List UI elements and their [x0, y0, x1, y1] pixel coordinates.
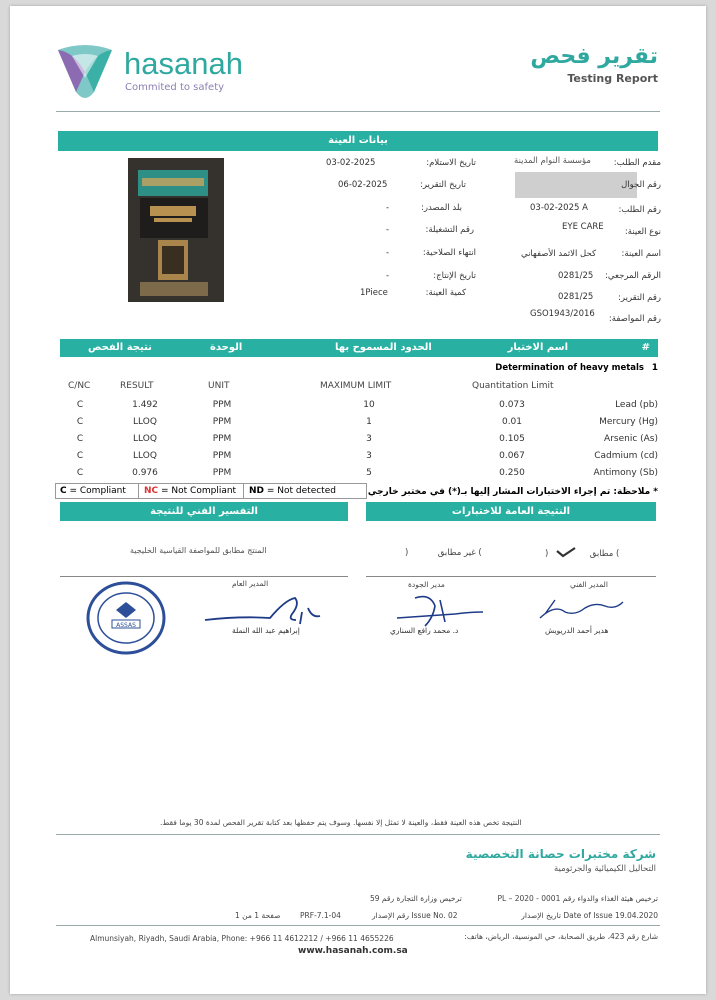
legend-nd-key: ND: [249, 486, 265, 496]
compliant-option: [545, 546, 619, 559]
head-max: MAXIMUM LIMIT: [320, 381, 392, 391]
doc-code: PRF-7.1-04: [300, 911, 341, 920]
cell-cnc: C: [76, 434, 84, 444]
cell-max: 3: [366, 434, 372, 444]
quantity-value: 1Piece: [360, 288, 388, 298]
legend-nd: [249, 484, 336, 498]
results-header-bar: [60, 339, 658, 357]
cell-test-name: Lead (pb): [615, 400, 658, 410]
group-title: Determination of heavy metals: [495, 363, 644, 373]
report-date: 06-02-2025: [338, 180, 388, 190]
address-arabic: شارع رقم 423، طريق الصحابة، حي المونسية، الرياض، هاتف:: [464, 932, 658, 941]
cell-test-name: Antimony (Sb): [593, 468, 658, 478]
cell-result: LLOQ: [133, 417, 157, 427]
footer-divider: [56, 925, 660, 926]
not-compliant-label: غير مطابق (: [437, 548, 482, 558]
report-no-value: 0281/25: [558, 292, 594, 302]
cell-test-name: Arsenic (As): [604, 434, 658, 444]
cell-unit: PPM: [212, 417, 232, 427]
cell-cnc: C: [76, 451, 84, 461]
legend-c: [60, 484, 126, 498]
cell-result: 1.492: [132, 400, 158, 410]
cell-max: 5: [366, 468, 372, 478]
legend-c-text: = Compliant: [69, 486, 126, 496]
gm-name: إبراهيم عبد الله النملة: [232, 626, 300, 635]
cell-unit: PPM: [212, 434, 232, 444]
legend-c-key: C: [60, 486, 67, 496]
technical-name: هدير أحمد الدريويش: [545, 626, 609, 635]
request-label: رقم الطلب:: [618, 205, 661, 215]
interpretation-bar: التفسير الفني للنتيجة: [60, 502, 348, 521]
head-result: RESULT: [120, 381, 154, 391]
production-value: -: [386, 271, 390, 281]
col-limit: الحدود المسموح بها: [335, 342, 432, 353]
cell-quant: 0.01: [501, 417, 523, 427]
license-sfda: ترخيص هيئة الغذاء والدواء رقم PL – 2020 - 0001: [497, 894, 658, 903]
address-english: Almunsiyah, Riyadh, Saudi Arabia, Phone: +966 11 4612212 / +966 11 4655226: [90, 934, 394, 943]
name-value: كحل الاثمد الأصفهاني: [520, 249, 596, 259]
cell-unit: PPM: [212, 468, 232, 478]
logo: [54, 42, 116, 100]
cell-cnc: C: [76, 468, 84, 478]
overall-result-bar: النتيجة العامة للاختبارات: [366, 502, 656, 521]
gm-title: المدير العام: [232, 579, 269, 588]
applicant-value: مؤسسة النوام المدينة: [514, 156, 591, 166]
quality-title: مدير الجودة: [408, 580, 445, 589]
sample-photo: [128, 158, 224, 302]
legend-nc-key: NC: [144, 486, 159, 496]
cell-max: 3: [366, 451, 372, 461]
group-no: 1: [651, 363, 658, 373]
mobile-label: رقم الجوال: [621, 180, 661, 190]
production-label: تاريخ الإنتاج:: [433, 271, 476, 281]
report-date-label: تاريخ التقرير:: [419, 180, 466, 190]
request-value: 03-02-2025 A: [530, 203, 588, 213]
quality-signature: [395, 588, 485, 628]
company-name: شركة مختبرات حصانة التخصصية: [465, 847, 656, 861]
license-moc: ترخيص وزارة التجارة رقم 59: [370, 894, 462, 903]
logo-mark-icon: [54, 42, 116, 100]
external-lab-note: * ملاحظة: تم إجراء الاختبارات المشار إليها بـ(*) في مختبر خارجي: [367, 487, 658, 497]
batch-label: رقم التشغيلة:: [425, 225, 474, 235]
disclaimer: النتيجة تخص هذه العينة فقط، والعينة لا تمثل إلا نفسها. وسوف يتم حفظها بعد كتابة تقرير الفحص لمدة 30 يوما فقط.: [160, 818, 522, 827]
technical-signature: [535, 594, 625, 624]
col-hash: #: [641, 342, 650, 353]
head-quant: Quantitation Limit: [472, 381, 554, 391]
col-result: نتيجة الفحص: [88, 342, 152, 353]
legend-nc-text: = Not Compliant: [161, 486, 237, 496]
title-arabic: تقرير فحص: [530, 44, 658, 69]
ref-value: 0281/25: [558, 271, 594, 281]
origin-value: -: [386, 203, 390, 213]
legend-nd-text: = Not detected: [266, 486, 336, 496]
cell-cnc: C: [76, 417, 84, 427]
cell-result: 0.976: [132, 468, 158, 478]
cell-max: 10: [363, 400, 375, 410]
gm-signature: [200, 590, 330, 630]
origin-label: بلد المصدر:: [420, 203, 462, 213]
sample-section-bar: بيانات العينة: [58, 131, 658, 151]
title-english: Testing Report: [567, 72, 658, 85]
col-test-name: اسم الاختبار: [507, 342, 568, 353]
overall-underline: [366, 576, 656, 577]
quality-name: د. محمد رافع السناري: [390, 626, 459, 635]
interpretation-text: المنتج مطابق للمواصفة القياسية الخليجية: [130, 546, 267, 555]
cell-quant: 0.067: [499, 451, 525, 461]
cell-test-name: Mercury (Hg): [599, 417, 658, 427]
quantity-label: كمية العينة:: [425, 288, 466, 298]
spec-label: رقم المواصفة:: [608, 314, 661, 324]
company-subtitle: التحاليل الكيميائية والجرثومية: [553, 864, 656, 874]
cell-quant: 0.073: [499, 400, 525, 410]
website-link[interactable]: www.hasanah.com.sa: [298, 946, 408, 956]
cell-unit: PPM: [212, 451, 232, 461]
checkmark-icon: [555, 546, 577, 558]
batch-value: -: [386, 225, 390, 235]
cell-result: LLOQ: [133, 434, 157, 444]
not-compliant-option: [405, 548, 482, 558]
technical-title: المدير الفني: [570, 580, 608, 589]
cell-max: 1: [366, 417, 372, 427]
receipt-date: 03-02-2025: [326, 158, 376, 168]
issue-no: رقم الإصدار Issue No. 02: [372, 911, 458, 920]
legend-nc: [144, 484, 236, 498]
interpretation-underline: [60, 576, 348, 577]
brand-name: hasanah: [124, 46, 243, 81]
head-unit: UNIT: [208, 381, 230, 391]
expiry-label: انتهاء الصلاحية:: [422, 248, 476, 258]
mobile-redacted: [515, 172, 637, 198]
report-page: [10, 6, 706, 994]
compliant-close: ): [545, 549, 549, 559]
issue-date: تاريخ الإصدار Date of Issue 19.04.2020: [521, 911, 658, 920]
eyeliner-box-image: [128, 158, 224, 302]
legend-box: [55, 483, 367, 499]
stamp-seal-icon: [86, 580, 166, 656]
legend-divider-1: [138, 484, 139, 498]
cell-result: LLOQ: [133, 451, 157, 461]
name-label: اسم العينة:: [621, 249, 661, 259]
cell-test-name: Cadmium (cd): [594, 451, 658, 461]
company-stamp: [86, 580, 166, 656]
col-unit: الوحدة: [210, 342, 243, 353]
brand-tagline: Commited to safety: [125, 82, 225, 93]
cell-quant: 0.105: [499, 434, 525, 444]
legend-divider-2: [243, 484, 244, 498]
cell-quant: 0.250: [499, 468, 525, 478]
report-no-label: رقم التقرير:: [618, 293, 661, 303]
applicant-label: مقدم الطلب:: [613, 158, 661, 168]
not-compliant-close: ): [405, 548, 409, 558]
header-divider: [56, 111, 660, 112]
compliant-label: مطابق (: [589, 549, 620, 559]
type-value: EYE CARE: [562, 222, 604, 232]
page-number: صفحة 1 من 1: [235, 911, 281, 920]
stamp-text: ASSAS: [116, 622, 136, 629]
receipt-date-label: تاريخ الاستلام:: [426, 158, 476, 168]
type-label: نوع العينة:: [624, 227, 661, 237]
expiry-value: -: [386, 248, 390, 258]
cell-cnc: C: [76, 400, 84, 410]
head-cnc: C/NC: [68, 381, 91, 391]
disclaimer-divider: [56, 834, 660, 835]
cell-unit: PPM: [212, 400, 232, 410]
ref-label: الرقم المرجعي:: [605, 271, 661, 281]
spec-value: GSO1943/2016: [530, 309, 595, 319]
